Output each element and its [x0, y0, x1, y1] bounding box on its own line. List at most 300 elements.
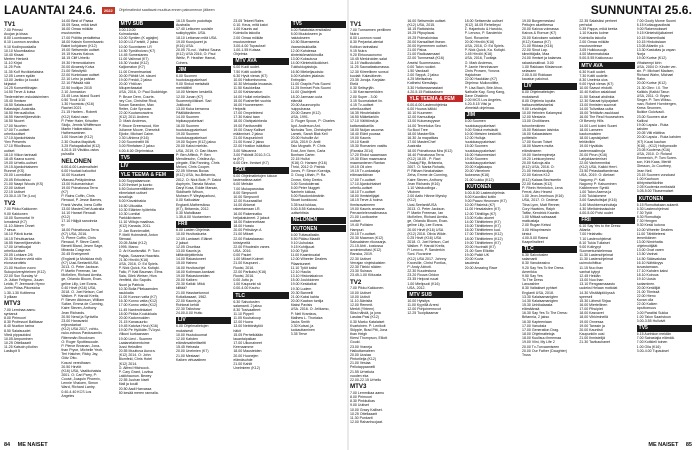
program-line: 10.00 Grazy Kalliset.	[350, 407, 383, 412]
program-line: 3.00 Hillaprinsesin	[521, 227, 551, 232]
program-line: (K12) USA 2017, vohtu-	[61, 327, 99, 332]
program-line: Vitoinen	[407, 190, 421, 195]
program-line: Chakaj-Filip, Britannia,	[407, 161, 444, 165]
program-line: Englanti USA, 2018.	[521, 290, 554, 295]
program-line: 19.20 Leinkonyheesi	[521, 156, 555, 161]
program-line: 16.00 Huvitusohjel	[175, 265, 206, 270]
program-line: Viikuni kurkaanaan	[118, 332, 149, 337]
page-date-title: LAUANTAI 24.6.	[4, 3, 96, 17]
channel-heading: MTV SUB	[407, 291, 462, 298]
program-line: 1.35-6.00 Vuotamisen	[175, 215, 211, 220]
channel-heading: TLC	[522, 246, 577, 253]
program-line: 17.00 Kuvan Toiset	[521, 140, 553, 145]
program-line: määnniset. 2 jakso	[233, 131, 263, 136]
program-line: 0.00 Juttu ja	[233, 278, 253, 283]
program-line: P. Lenovo, P. Sanderkin	[464, 31, 502, 36]
program-line: 12.30 Sairaat työpajaiset	[579, 98, 619, 103]
program-line: Rachet 2021	[61, 106, 82, 111]
program-line: 2.00 Tukialomme	[579, 194, 607, 199]
program-line: 18.00 Mavers mutta	[521, 144, 554, 149]
program-line: kuvastamaan.	[636, 264, 659, 269]
program-line: 4.00-6.00 Ohjelmistoa	[118, 148, 154, 153]
program-line: muutosmiesse	[579, 43, 603, 48]
program-line: Saksalainen rikossarja.	[350, 239, 387, 244]
program-line: P. Cary Grant, Loviisa	[118, 369, 153, 374]
program-line: Kosovi veredhasm	[61, 360, 91, 365]
program-line: 8.30 Pinkkuikas	[350, 399, 375, 404]
program-line: (K16) O: Hansen (K16)	[290, 161, 327, 165]
program-line: 9.10 Kodinpuuskalla	[4, 44, 36, 49]
program-line: 18.00 Ohjelmatietoja	[521, 332, 555, 337]
program-line: Vilanasi-Petäyämiesa	[61, 177, 96, 182]
channel-heading: KUTONEN	[465, 183, 520, 190]
program-line: 19.00 Paikit UK	[464, 253, 490, 258]
program-line: 12.00 Kahdessa	[290, 48, 317, 53]
program-line: 14.00 Tervetuloa Seo	[407, 123, 441, 128]
program-line: 18.00 Kuulisuu ihmemaa	[521, 336, 562, 341]
program-line: Kotiheisi Kiersiäaju.	[407, 81, 439, 86]
program-line: 23.30-0.15 Tie (Lou)	[4, 194, 36, 199]
program-line: 16.00 Omaa mökiän	[61, 27, 94, 32]
program-line: P: Andy Abbott.	[407, 264, 432, 269]
program-line: 16.00 Miertellinen	[579, 303, 608, 307]
program-line: Truss	[521, 352, 531, 357]
program-line: 7.00 Pikku Kakkonen.	[350, 286, 385, 291]
program-line: Kolikon tarinaitasi	[350, 44, 378, 49]
program-line: 12.30 Kiireellinen sonsoi	[350, 69, 389, 74]
program-line: 10.30 Mekaalia leuaasia.	[233, 82, 273, 87]
program-line: elimelaiset uutiset	[118, 191, 147, 196]
program-line: Kalkbrenner Syntiö	[579, 185, 610, 190]
program-line: geline Lilly, Lee Evans.	[407, 223, 444, 228]
program-line: 11.05 Kuubakoop	[233, 316, 261, 321]
program-line: 17.00 Generation Drag.	[521, 327, 560, 332]
program-line: 6.00 Huurus kälkki	[407, 106, 437, 111]
program-line: O: Jan Bonnievallet,	[118, 228, 151, 233]
program-line: kaukomaisien	[579, 131, 601, 136]
program-line: 18.00 Lanseen	[579, 127, 603, 132]
program-line: 2018. O. Joel Nelson, Carl	[407, 239, 449, 244]
program-line: 22.00-22.15 Urheilu	[350, 377, 382, 382]
program-line: 20.00 Uusiaa	[350, 352, 371, 357]
program-line: 24.00-0.00 Huttu	[175, 311, 203, 316]
program-line: 2.00 Suomineliit 06	[118, 140, 149, 145]
program-line: Kaivos & Rornue (K7)	[521, 31, 557, 36]
program-line: P. Bruce Greenwood, Kim	[118, 123, 160, 128]
program-line: Parkkikiviseen	[118, 216, 142, 221]
program-line: Maksi Pavisis	[290, 303, 313, 308]
program-line: 20.00 Kauniisti	[579, 327, 603, 332]
channel-heading: MTV AVA	[233, 58, 288, 65]
program-line: 23.50 Pelastaattamiensa	[579, 169, 619, 174]
program-line: perholat	[579, 23, 593, 28]
program-line: 16.00 Seitsemän uutiset.	[407, 19, 447, 23]
program-line: (K12) Kalaas Bechwertin	[521, 177, 562, 182]
program-line: USA, 2016, Tuottaja	[464, 56, 497, 61]
program-line: 11.10 Kirjat	[4, 61, 22, 66]
program-line: 17.00 Tv-uutiset	[350, 177, 376, 182]
program-line: 19.45 Katoiva Hvui (K16)	[118, 324, 159, 329]
program-line: kiinnittäjalla, Maa	[521, 52, 550, 57]
program-line: uutiset	[350, 219, 361, 224]
program-line: 11.00 Kyyrillä Arrest	[407, 303, 439, 307]
program-line: Vaaranlaukkailla	[290, 44, 317, 49]
program-line: 15.00 Rusherfiet vuohia	[233, 98, 271, 103]
program-line: 20.00 Kaiken:	[175, 278, 198, 283]
program-line: 16.50 Heroualloitus	[4, 111, 35, 116]
program-line: 15.45 Heirasta	[175, 345, 200, 350]
program-line: 12.00 Junan (K7)	[175, 94, 204, 99]
program-line: Miranda Cosgrove.	[61, 248, 92, 253]
program-line: 10.15 Hinkoksiaan	[636, 39, 666, 44]
program-line: kiinteistömarkkinoilla	[290, 52, 324, 57]
program-line: 12.00 Kuuraasillat	[233, 199, 262, 204]
program-line: 22.00 Sun Sunday Vr	[4, 273, 38, 278]
program-line: 15.05 Saxa, mikä kavit	[61, 23, 98, 28]
program-line: 1.30-1.30 Kotiteena	[4, 290, 35, 295]
program-line: 20.00 Kurtse (K12)	[636, 81, 667, 86]
program-line: 11.25 Pois	[4, 65, 21, 70]
program-line: 19.00 Lapsia - Ruka	[636, 122, 669, 127]
program-line: 10.00 Uutiset	[350, 290, 371, 295]
program-line: 18.10 Tv-uutiset	[350, 190, 376, 195]
program-line: 18.45 Kaava suomi.	[4, 156, 36, 161]
program-line: Susan Sarandon, Max	[118, 102, 154, 107]
program-line: 22.30 Uutiset	[350, 256, 371, 261]
program-line: 14.00 Kiinteistökokkiset.	[290, 61, 329, 66]
program-line: 20.00 Amazing Race	[464, 265, 498, 270]
program-line: urheilu-uutiset	[350, 185, 373, 190]
program-line: 14.00 Suomen	[175, 115, 200, 120]
program-line: 0.40-4.40 KCS Los	[61, 389, 92, 394]
program-line: 12.00 Huora	[233, 320, 253, 325]
program-line: P. Jamie Hennhauser	[464, 64, 499, 69]
program-line: 1.30 Karrasmerkkien	[350, 90, 383, 95]
program-line: 22.00 Uutiset	[4, 185, 25, 190]
program-line: 20.00 Huvinsiti (K7)	[464, 244, 496, 249]
program-line: 10.00 Haltomisnoma.	[233, 77, 267, 82]
program-line: 22.10 Leiro ja palstan	[61, 77, 96, 82]
program-line: 8.30 Professori Balttasar	[4, 320, 43, 325]
program-line: 6.00 Ohjelmatietojen	[175, 324, 209, 329]
program-line: USA, 2019 O: Antti	[290, 140, 321, 145]
program-line: Britannia, 2 jakso	[521, 315, 550, 320]
program-line: 22.00 Sinut Lap.	[521, 48, 548, 53]
program-line: Daryl Kosa, Eddie Marsan,	[175, 185, 219, 190]
program-line: (K16) - (K12) Hollywoodin	[636, 143, 678, 148]
program-line: 20.00 Kaivoa voimassa	[521, 27, 559, 32]
program-line: 6.00 Suppalaamoon	[118, 178, 151, 183]
program-line: McKellen, Richard Armita-	[61, 273, 103, 278]
program-line: sin. P: Michael Madsen,	[636, 68, 675, 73]
program-line: Rahn.	[636, 77, 647, 82]
program-line: 8.30 Vanukeasivu	[521, 261, 550, 266]
program-line: Ohjelmia	[233, 52, 248, 57]
program-line: 18.00 Kasvavet	[579, 311, 604, 316]
program-line: 8.00 Kiovabbakia	[118, 199, 146, 204]
program-line: Pellotappaanelli	[350, 365, 376, 370]
program-line: O. Mark Andrews,	[464, 60, 493, 65]
program-line: (K12) USA 2017. Johnny	[407, 256, 447, 261]
program-line: 22.00 Rhodesiin vanes	[233, 244, 270, 249]
program-line: 16.00 Huoneeseen	[233, 102, 264, 107]
program-line: USA. 2016. O: Jelikamo,	[290, 307, 330, 312]
program-line: Mall ja koulii	[118, 382, 138, 387]
program-line: 14.00 Ahkerat	[233, 203, 256, 208]
program-line: huutokauppakeisari	[464, 123, 496, 128]
program-line: 22.00 Hieno	[636, 294, 656, 298]
program-line: 9.15 Kohtijuuat	[290, 245, 315, 249]
program-line: 14.50 Tymähoivan (K7)	[118, 48, 156, 53]
program-line: To The Dress	[521, 278, 544, 283]
program-line: 10.10 Muumilaakso	[4, 48, 35, 53]
program-line: 17.00 MasterChef	[407, 140, 436, 145]
program-line: 19.00 Onnessa	[579, 319, 604, 324]
program-line: 8.30 Valtakiset pyhiset	[521, 286, 558, 291]
program-line: 13.05 Atlantin y.k.	[636, 43, 665, 48]
program-line: 21.00 Paloa.	[407, 48, 428, 53]
program-line: 11.00 Valinnat (K7)	[118, 57, 149, 62]
program-line: kirstui	[521, 231, 532, 236]
program-line: Talo Mcgrath. P: Chris	[290, 144, 326, 149]
program-line: loputtomuus	[636, 306, 656, 311]
program-line: 4.00-5.00 Polvi uudet	[579, 210, 613, 215]
program-line: 11.00 Grapiis Pois Suomi	[290, 82, 331, 87]
channel-heading: MTV SUB	[119, 21, 174, 28]
program-line: Haikuttamaleen	[350, 348, 375, 353]
program-line: 10.10 Kuumeen	[407, 111, 433, 116]
program-line: 19.10 Kardit	[350, 140, 370, 145]
program-line: Jokikoski.	[175, 102, 192, 107]
program-line: 23.00 Vraneja	[350, 344, 372, 349]
program-line: Asphyrin, Tamala Wustor,	[175, 181, 217, 186]
program-line: Evat, Ann Vann, Carla	[290, 148, 326, 153]
program-line: P. Nick Quick, Ka. Kutiqkt.	[464, 48, 506, 53]
program-line: 22.15 Hullut	[290, 156, 310, 161]
program-line: kuolait: Kalaväkevin.	[350, 73, 383, 78]
program-line: Kalliosi	[636, 118, 648, 123]
program-line: 22.30 Talkshow	[175, 307, 201, 312]
program-line: Aukeama (K16)	[464, 173, 490, 178]
listing-column	[637, 19, 692, 438]
program-line: Uusi-Seelanti/USA	[407, 202, 437, 207]
program-line: 11.10 Pippeli	[233, 312, 254, 316]
program-line: huutokauppakeisari	[175, 77, 207, 82]
page-date-title: SUNNUNTAI 25.6.	[590, 3, 692, 17]
program-line: Rohkeat kehät	[175, 303, 199, 307]
right-page	[348, 0, 696, 450]
program-line: 16.00 Kalaastaisen	[521, 131, 553, 136]
program-line: Glesson, Jo Courtney,	[636, 164, 672, 169]
program-line: huutokauppakeisari	[464, 140, 496, 145]
program-line: 14.00 Lumi kolmi Suomi	[579, 123, 618, 128]
program-line: 15.30 Romanien vasittu	[350, 144, 388, 149]
program-line: 13.00 Ihmisten suunnat	[579, 102, 617, 107]
program-line: 9.50 Say Yes	[521, 273, 543, 278]
program-line: 23.15 Suomen vonokast	[636, 172, 675, 177]
program-line: 19.00 Hyväkäs	[579, 144, 603, 149]
program-line: 15.00 Rakkaan laisinka	[521, 127, 559, 132]
program-line: 17.00 Ompeleleesi	[233, 111, 263, 116]
program-line: 21.00 Luottoarine	[350, 215, 378, 220]
program-line: 10.40 Kallion asiakkaat	[579, 90, 616, 95]
program-line: 1.00 Jeon Jeonhuus (K16)	[521, 194, 564, 199]
program-line: 14.10 Hansel Renault	[61, 210, 96, 215]
program-line: 2013. O. Peter Jackson.	[61, 264, 100, 269]
program-line: Siksi nähdä, ja jona	[350, 311, 381, 316]
program-line: 4.20-5.15 Viisikko-ostos	[61, 147, 99, 152]
program-line: 19.00 Kuusjuuret ja	[175, 39, 207, 44]
program-line: 20.50 Nerai ja Syrävilla	[61, 314, 98, 319]
program-line: 17.10 Ajankohtaiset	[350, 181, 381, 186]
program-line: 22.30 Tilekki nöiden	[350, 264, 382, 269]
program-line: Australia	[175, 23, 190, 28]
program-line: elämää	[290, 98, 303, 103]
program-line: 8.00 Kauniiksi kotiin	[464, 194, 497, 199]
program-line: 6.00 Suomen	[175, 73, 198, 78]
program-line: 16.10 Päivä kunta	[4, 232, 33, 237]
program-line: ohjelmoitijäät	[636, 244, 658, 249]
program-line: USA, 2012.	[407, 285, 426, 290]
program-line: 7.00 Sairastajia elämää.	[636, 336, 675, 341]
program-line: 13.10 Historiakaivon	[290, 274, 323, 279]
program-line: 18.00 Lapsisijaiset	[579, 136, 609, 141]
program-line: 20.00 Asunnonpito	[290, 102, 321, 107]
program-line: 5.00-5.55 Kakkossuu	[579, 56, 613, 61]
program-line: Nicholas Tom, Christopher	[290, 127, 333, 132]
program-line: (K12) Kaksi osan	[61, 114, 89, 119]
program-line: 20.00 Unelmien (K7)	[175, 349, 209, 354]
program-line: elämäänsä	[521, 307, 540, 312]
channel-heading: TV2	[4, 199, 16, 207]
program-line: 15.00 Tehtävän asukkaat	[579, 111, 619, 116]
program-line: 13.00 Kulku alueet	[464, 215, 495, 220]
program-line: 7 sinua	[4, 228, 16, 233]
channel-heading: TV5	[637, 325, 692, 332]
program-line: 6.00 Tuttavallasiin.	[290, 232, 321, 237]
program-line: 3.40 Mushkemunhoitaja	[579, 202, 617, 207]
program-line: 1995. Marco	[118, 245, 139, 250]
program-line: 9.00 Leivoitsijat	[521, 106, 547, 111]
program-line: 2.00 Omaa mökiän	[579, 39, 610, 44]
program-line: Vihaisempi kirin	[636, 60, 662, 65]
program-line: Etelä	[350, 82, 359, 87]
program-line: (K12)	[61, 215, 71, 220]
program-line: USA. 2016.	[233, 248, 252, 253]
program-line: 20.00 Pirun (K16)	[579, 152, 608, 157]
program-line: P. Martin Freeman, Ian	[407, 210, 444, 215]
program-line: 11.10 Tytöt kaksi	[290, 265, 317, 270]
program-line: Ruotsi, 2016.	[233, 265, 255, 270]
program-line: than Heigh	[350, 332, 368, 337]
program-line: 19.00 Kaunis amaana	[350, 206, 385, 211]
program-line: 15.00 Tähtitieteen (K7)	[464, 224, 501, 229]
program-line: 9.15 Kiinteistöjulkaimet	[636, 31, 673, 36]
program-line: 3 pillaan	[4, 294, 18, 299]
program-line: USA, 2004 O: Kinder ver-	[636, 64, 677, 69]
program-line: 19.00 Seitsemän uutiset	[61, 48, 100, 53]
program-line: 16.30 Vuoksi (K12)	[118, 61, 149, 66]
program-line: Ward, Richard Lantry.	[61, 385, 96, 390]
program-line: 11.30 Lastenohjelmat	[579, 253, 613, 258]
program-line: 5.00 Raudonkämäriin	[290, 194, 325, 199]
program-line: 22.00 Kuninkaan uutiset	[61, 73, 100, 78]
listing-column	[176, 19, 231, 438]
program-line: 10.00 Sunnuntai Vr	[4, 215, 35, 220]
program-line: 21.15 Ahti - kostossa	[350, 244, 383, 249]
program-line: Pajala, Susanna Haavisto.	[118, 253, 161, 258]
program-line: tuhunhenkinen	[521, 123, 546, 128]
program-line: 16.00 The Real Housewives	[579, 115, 624, 120]
program-line: Mendlesohn, Cristina Ap-	[175, 156, 216, 161]
program-line: Merkit (Yhteen)	[350, 307, 375, 312]
program-line: Kvartoinen. P: Lenikoit	[350, 323, 386, 328]
program-line: 20.30 Kesken vielä näin	[4, 257, 42, 262]
program-line: Nuori ja Patricia	[118, 282, 144, 287]
program-line: urheiluuutiset	[4, 248, 26, 253]
program-line: 6.00-8.00 Lastenohjelmia	[464, 190, 505, 195]
disclaimer-note: Ohjelmatiedot saattavat muuttua ennen painomenon jälkeen	[118, 8, 215, 12]
program-line: 18.15 Rattoisinta.	[407, 27, 435, 32]
program-line: 0.00-4.00 Kauhu	[233, 286, 260, 291]
program-line: Mathew L. Thoriaiza	[290, 315, 323, 320]
program-line: 15.30 Lähesti Sirjaa	[579, 298, 611, 303]
program-line: 18.15 Terve & hoima	[350, 198, 383, 203]
program-line: 18.00 Kaksin Kommisaario	[61, 39, 104, 44]
program-line: 11.45 Nanbrotinkakel	[118, 307, 152, 312]
channel-heading: FRII	[579, 217, 634, 224]
channel-heading: LIV	[522, 83, 577, 90]
program-line: 12.00 Pohjoinenrovot	[407, 307, 441, 312]
program-line: 2.05 Kuolemia meiksistä	[636, 185, 676, 190]
program-line: 20.00 Yhtiö:an	[118, 82, 142, 87]
program-line: 10.00 Saavut ehdotti.	[579, 86, 613, 91]
program-line: uutisehtista	[290, 210, 309, 215]
program-line: 14.50 Sääsvalutaa	[636, 256, 667, 261]
program-line: 20.00 Kansalliset itsean.	[407, 39, 446, 44]
program-line: 17.20 Ehdot saaamaan	[350, 152, 387, 157]
program-line: 17.40 Leikunen uusisiin	[175, 27, 214, 32]
program-line: (K12) Kaarua (K7)	[521, 39, 551, 44]
program-line: 19.15 Ajankohtaiseen	[4, 165, 38, 170]
program-line: 0.50 Tivoli 1/10	[61, 97, 86, 102]
program-line: 2012. O: Nick Bole, P: Dakid	[175, 177, 221, 182]
program-line: tehtäviikin	[579, 140, 596, 145]
program-line: Kolmiolla taloolla	[579, 35, 606, 40]
program-line: 23.05 Tekeet Rales	[233, 19, 264, 23]
program-line: 6.00 Kahden jalaksia:	[290, 73, 325, 78]
program-line: (K7) Uusi-Seelanti/USA	[61, 260, 99, 265]
program-line: 0.30 Seitsyrjäh.	[350, 86, 375, 91]
program-line: 21.00 Kaupunkimit	[233, 136, 263, 141]
program-line: 2.00 Seppä, 2 jakso	[407, 73, 439, 78]
program-line: Ferrat, Aleo Hearst	[521, 190, 552, 195]
program-line: 15.00 Hahmo	[175, 261, 198, 266]
page-number: 85	[685, 442, 692, 448]
program-line: 22.00 Rakaslaasso	[233, 236, 264, 241]
program-line: 15.05 Perheikäään	[233, 332, 264, 337]
program-line: 16.50 Nuoret	[4, 119, 25, 124]
channel-heading: LIV	[176, 317, 231, 324]
program-line: 1.00 Kauhuun	[636, 176, 659, 181]
program-line: 10.30 Eläinten työtehtia	[118, 207, 156, 212]
magazine-name: ME NAISET	[648, 442, 679, 448]
program-line: (K12)	[407, 198, 417, 203]
program-line: 18.00 Tähtitieteen (K12)	[464, 236, 503, 241]
program-line: O: Mark Andrews,	[118, 119, 147, 124]
year-tag: 2022	[103, 7, 113, 13]
program-line: 18.00 Mausteiden	[233, 349, 262, 354]
